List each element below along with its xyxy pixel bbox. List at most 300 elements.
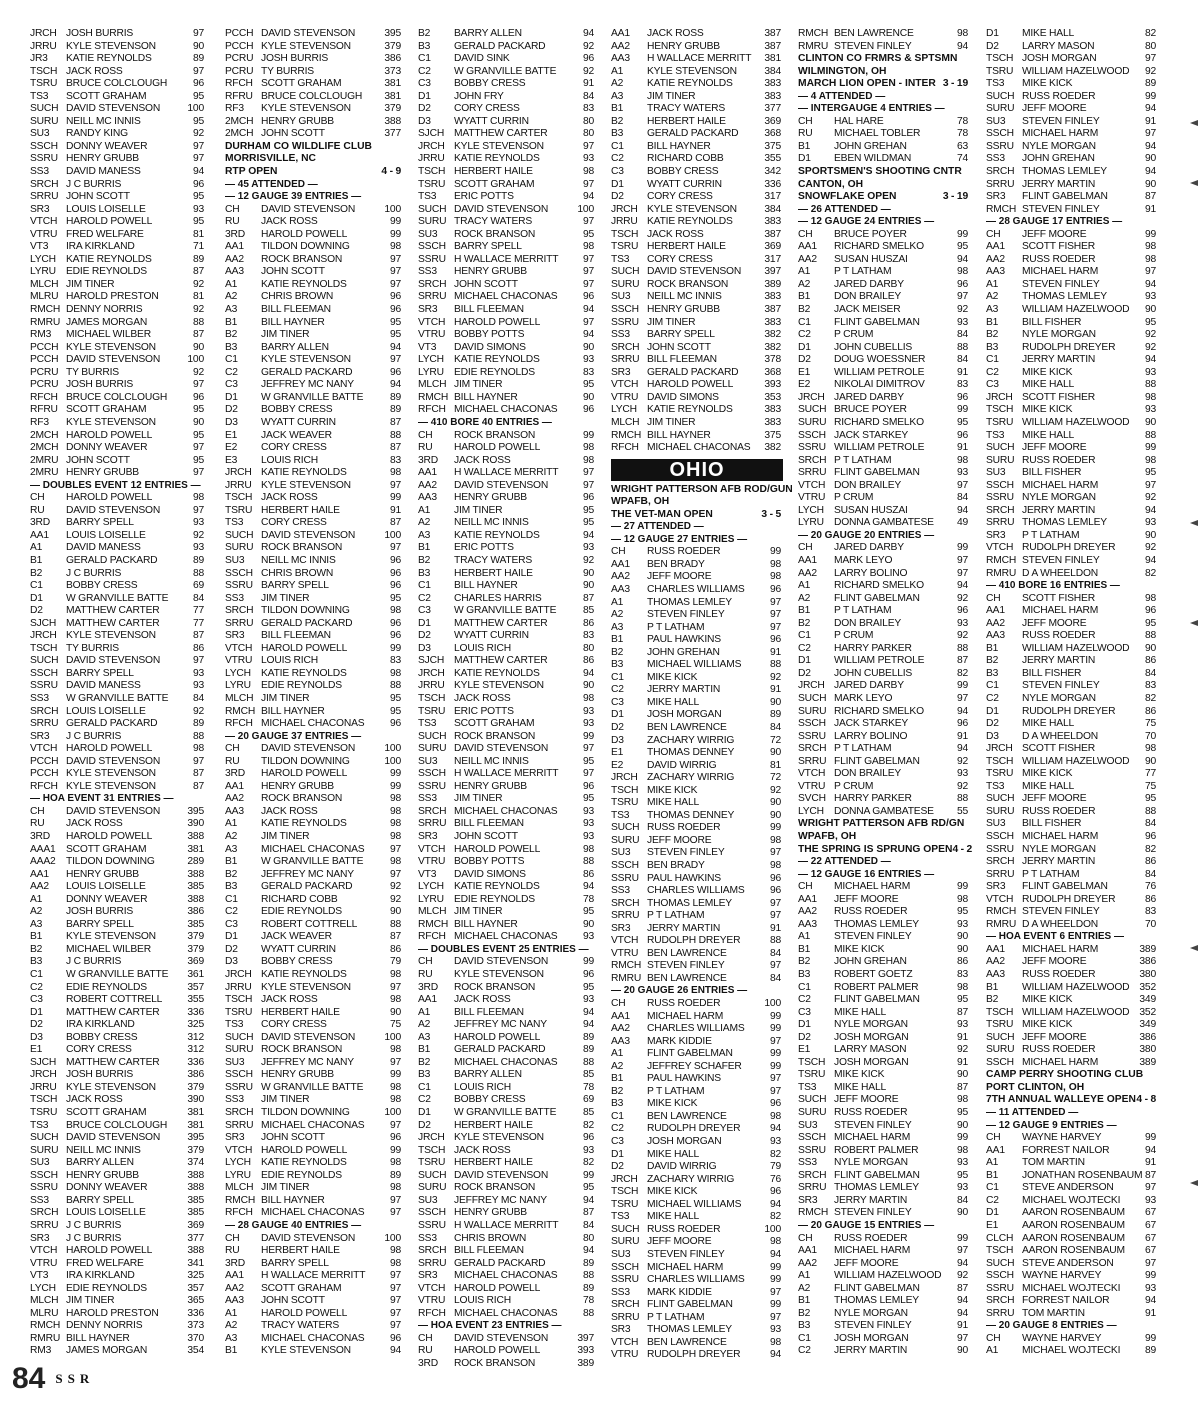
class-code: PCRU <box>225 65 254 77</box>
class-code: LYRU <box>418 366 444 378</box>
result-row <box>418 103 596 116</box>
result-row <box>30 806 206 819</box>
shooter-name: P T LATHAM <box>834 605 892 617</box>
class-code: A1 <box>611 596 624 608</box>
shooter-name: BARRY SPELL <box>647 329 715 341</box>
class-code: RMRU <box>986 918 1017 930</box>
result-row <box>30 1220 206 1233</box>
score: 99 <box>956 680 968 692</box>
score: 91 <box>1144 1157 1156 1169</box>
score: 97 <box>389 1295 401 1307</box>
shooter-name: BILL HAYNER <box>454 918 518 930</box>
event-heading <box>798 204 970 217</box>
result-row <box>798 618 970 631</box>
result-row <box>798 680 970 693</box>
result-row <box>611 898 783 911</box>
class-code: SR3 <box>418 831 438 842</box>
score: 99 <box>389 492 401 504</box>
class-code: C1 <box>418 580 431 592</box>
result-row <box>611 1337 783 1350</box>
class-code: SS3 <box>30 166 49 178</box>
shooter-name: J C BURRIS <box>66 567 122 579</box>
score: 95 <box>192 90 204 102</box>
score: 93 <box>956 1157 968 1169</box>
score: 389 <box>1139 1056 1156 1068</box>
shooter-name: RICHARD SMELKO <box>834 705 924 717</box>
score: 95 <box>389 316 401 328</box>
class-code: SS3 <box>986 153 1005 165</box>
class-code: TSRU <box>30 78 58 90</box>
results-column-6 <box>986 28 1158 1358</box>
score: 100 <box>384 1232 401 1244</box>
class-code: SR3 <box>611 1324 631 1336</box>
result-row <box>225 317 403 330</box>
shooter-name: ROCK BRANSON <box>454 429 536 441</box>
class-code: B1 <box>986 642 999 654</box>
result-row <box>798 1044 970 1057</box>
result-row <box>30 28 206 41</box>
result-row <box>986 919 1158 932</box>
score: 382 <box>764 341 781 353</box>
result-row <box>611 1211 783 1224</box>
result-row <box>986 1308 1158 1321</box>
shooter-name: MICHAEL CHACONAS <box>261 1332 365 1344</box>
result-row <box>30 568 206 581</box>
score: 90 <box>956 1069 968 1081</box>
score: 86 <box>956 956 968 968</box>
class-code: RM3 <box>30 329 52 341</box>
shooter-name: KYLE STEVENSON <box>647 65 737 77</box>
result-row <box>225 881 403 894</box>
club-heading <box>798 831 970 844</box>
class-code: A1 <box>225 1307 238 1319</box>
class-code: SUCH <box>986 1031 1015 1043</box>
score: 78 <box>956 115 968 127</box>
event-heading-text: — 45 ATTENDED — <box>225 178 318 190</box>
score: 99 <box>956 881 968 893</box>
shooter-name: FLINT GABELMAN <box>834 1169 920 1181</box>
score: 99 <box>769 1023 781 1035</box>
result-row <box>418 141 596 154</box>
shooter-name: HAROLD POWELL <box>261 1307 348 1319</box>
class-code: D3 <box>418 115 431 127</box>
score: 72 <box>769 772 781 784</box>
result-row <box>30 680 206 693</box>
score: 379 <box>187 943 204 955</box>
result-row <box>611 379 783 392</box>
class-code: AA2 <box>30 881 49 893</box>
score: 84 <box>1144 667 1156 679</box>
shooter-name: KYLE STEVENSON <box>261 479 351 491</box>
result-row <box>418 342 596 355</box>
class-code: SURU <box>611 834 640 846</box>
class-code: SS3 <box>225 1094 244 1106</box>
class-code: SSRU <box>798 1144 826 1156</box>
score: 93 <box>582 354 594 366</box>
result-row <box>225 781 403 794</box>
shooter-name: LARRY BOLINO <box>834 567 908 579</box>
class-code: 2MCH <box>30 442 59 454</box>
score: 94 <box>956 40 968 52</box>
class-code: VT3 <box>418 341 437 353</box>
shooter-name: JIM TINER <box>454 379 503 391</box>
shooter-name: DON BRAILEY <box>834 617 902 629</box>
score: 95 <box>1144 617 1156 629</box>
class-code: D2 <box>611 191 624 203</box>
shooter-name: JIM TINER <box>647 90 696 102</box>
shooter-name: THOMAS LEMLEY <box>647 1324 732 1336</box>
club-heading-text: WPAFB, OH <box>611 496 670 508</box>
class-code: B3 <box>986 341 999 353</box>
result-row <box>418 204 596 217</box>
result-row <box>225 229 403 242</box>
class-code: D1 <box>225 391 238 403</box>
shooter-name: JOHN SCOTT <box>261 1132 325 1144</box>
result-row <box>986 630 1158 643</box>
event-heading-text: — HOA EVENT 6 ENTRIES — <box>986 931 1124 943</box>
class-code: SU3 <box>798 1119 818 1131</box>
score: 99 <box>1144 1132 1156 1144</box>
score: 86 <box>389 943 401 955</box>
class-code: C1 <box>798 1332 811 1344</box>
result-row <box>418 542 596 555</box>
class-code: SS3 <box>418 793 437 805</box>
score: 98 <box>389 805 401 817</box>
event-heading <box>418 417 596 430</box>
result-row <box>30 1107 206 1120</box>
result-row <box>798 28 970 41</box>
score: 100 <box>384 743 401 755</box>
shooter-name: BRUCE POYER <box>834 404 907 416</box>
result-row <box>30 179 206 192</box>
score: 385 <box>187 881 204 893</box>
shooter-name: RUDOLPH DREYER <box>1022 893 1116 905</box>
score: 90 <box>1144 153 1156 165</box>
score: 349 <box>1139 1019 1156 1031</box>
shooter-name: JERRY MARTIN <box>647 922 721 934</box>
result-row <box>225 655 403 668</box>
result-row <box>418 467 596 480</box>
club-heading-text: THE SPRING IS SPRUNG OPEN <box>798 843 953 855</box>
result-row <box>30 442 206 455</box>
shooter-name: JOHN SCOTT <box>454 831 518 842</box>
score: 98 <box>956 893 968 905</box>
shooter-name: BILL HAYNER <box>261 1194 325 1206</box>
score: 388 <box>187 831 204 842</box>
club-heading-text: 7TH ANNUAL WALLEYE OPEN <box>986 1094 1136 1106</box>
result-row <box>30 1258 206 1271</box>
score: 100 <box>187 103 204 115</box>
class-code: MLCH <box>418 379 447 391</box>
class-code: SRCH <box>986 504 1015 516</box>
class-code: RFCH <box>30 391 58 403</box>
class-code: A2 <box>798 1282 811 1294</box>
class-code: CH <box>225 203 240 215</box>
score: 98 <box>389 667 401 679</box>
result-row <box>418 1120 596 1133</box>
class-code: 3RD <box>418 1357 438 1369</box>
shooter-name: STEVEN FINLEY <box>834 1320 912 1332</box>
result-row <box>798 1082 970 1095</box>
score: 97 <box>1144 53 1156 65</box>
score: 96 <box>582 780 594 792</box>
score: 99 <box>582 956 594 968</box>
result-row <box>418 655 596 668</box>
score: 381 <box>187 1107 204 1119</box>
result-row <box>225 1082 403 1095</box>
class-code: A2 <box>418 517 431 529</box>
class-code: TSRU <box>611 797 639 809</box>
shooter-name: SCOTT GRAHAM <box>66 404 147 416</box>
class-code: RFCH <box>225 718 253 730</box>
result-row <box>611 1098 783 1111</box>
score: 94 <box>582 1194 594 1206</box>
score: 90 <box>1144 529 1156 541</box>
shooter-name: JEFFREY MC NANY <box>454 1019 547 1031</box>
score: 63 <box>956 140 968 152</box>
class-code: C1 <box>225 354 238 366</box>
shooter-name: P T LATHAM <box>1022 529 1080 541</box>
shooter-name: TY BURRIS <box>66 642 119 654</box>
class-code: A1 <box>798 1270 811 1282</box>
shooter-name: WYATT CURRIN <box>454 630 529 642</box>
score: 98 <box>769 1236 781 1248</box>
shooter-name: BARRY ALLEN <box>454 28 522 39</box>
class-code: CH <box>986 228 1001 240</box>
shooter-name: KYLE STEVENSON <box>66 780 156 792</box>
result-row <box>418 1082 596 1095</box>
shooter-name: STEVEN FINLEY <box>647 847 725 859</box>
result-row <box>418 279 596 292</box>
result-row <box>798 956 970 969</box>
result-row <box>225 831 403 844</box>
result-row <box>798 266 970 279</box>
score: 317 <box>764 191 781 203</box>
result-row <box>418 605 596 618</box>
result-row <box>611 885 783 898</box>
shooter-name: DAVID STEVENSON <box>66 354 161 366</box>
score: 86 <box>582 617 594 629</box>
class-code: TSRU <box>611 1198 639 1210</box>
class-code: C3 <box>611 166 624 178</box>
shooter-name: DAVID STEVENSON <box>261 1232 356 1244</box>
shooter-name: RUDOLPH DREYER <box>1022 542 1116 554</box>
score: 95 <box>956 906 968 918</box>
shooter-name: MICHAEL WILBER <box>66 943 151 955</box>
result-row <box>798 1320 970 1333</box>
class-code: A2 <box>798 278 811 290</box>
score: 97 <box>389 868 401 880</box>
event-heading-text: — 26 ATTENDED — <box>798 203 891 215</box>
class-code: AA1 <box>611 1010 630 1022</box>
shooter-name: MIKE KICK <box>647 671 698 683</box>
score: 87 <box>956 1282 968 1294</box>
result-row <box>798 241 970 254</box>
score: 87 <box>192 780 204 792</box>
shooter-name: HAROLD POWELL <box>261 1144 348 1156</box>
results-column-5 <box>798 28 973 1358</box>
result-row <box>225 919 403 932</box>
class-code: SSRU <box>611 316 639 328</box>
score: 89 <box>389 404 401 416</box>
shooter-name: STEVEN FINLEY <box>1022 115 1100 127</box>
class-code: SU3 <box>418 1194 438 1206</box>
shooter-name: HENRY GRUBB <box>66 868 139 880</box>
result-row <box>611 1186 783 1199</box>
result-row <box>798 116 970 129</box>
score: 99 <box>1144 90 1156 102</box>
score: 97 <box>389 1194 401 1206</box>
shooter-name: HAROLD POWELL <box>66 429 153 441</box>
result-row <box>418 53 596 66</box>
result-row <box>798 793 970 806</box>
result-row <box>418 530 596 543</box>
score: 88 <box>389 680 401 692</box>
class-code: AA1 <box>418 994 437 1006</box>
score: 92 <box>1144 492 1156 504</box>
result-row <box>418 718 596 731</box>
score: 88 <box>956 341 968 353</box>
score: 96 <box>389 291 401 303</box>
class-code: RU <box>225 216 240 228</box>
class-code: C1 <box>30 580 43 592</box>
result-row <box>986 141 1158 154</box>
shooter-name: JOHN SCOTT <box>261 1295 325 1307</box>
score: 96 <box>956 391 968 403</box>
score: 389 <box>577 1357 594 1369</box>
score: 336 <box>764 178 781 190</box>
class-code: 2MCH <box>30 429 59 441</box>
class-code: E1 <box>798 1044 811 1056</box>
result-row <box>611 1123 783 1136</box>
result-row <box>30 1032 206 1045</box>
score: 98 <box>956 28 968 39</box>
class-code: TSRU <box>611 241 639 253</box>
shooter-name: NYLE MORGAN <box>1022 140 1096 152</box>
score: 94 <box>956 1307 968 1319</box>
score: 341 <box>187 1257 204 1269</box>
class-code: SS3 <box>30 692 49 704</box>
class-code: RFCH <box>418 404 446 416</box>
shooter-name: MICHAEL HARM <box>1022 266 1099 278</box>
score: 94 <box>582 28 594 39</box>
score: 100 <box>384 755 401 767</box>
shooter-name: FLINT GABELMAN <box>834 994 920 1006</box>
class-code: 3RD <box>418 981 438 993</box>
shooter-name: SUSAN HUSZAI <box>834 253 908 265</box>
score: 312 <box>187 1031 204 1043</box>
score: 97 <box>956 1332 968 1344</box>
shooter-name: BARRY ALLEN <box>261 341 329 353</box>
result-row <box>30 1132 206 1145</box>
shooter-name: JACK ROSS <box>647 228 704 240</box>
class-code: AA2 <box>225 793 244 805</box>
class-code: SURU <box>30 115 59 127</box>
result-row <box>30 1233 206 1246</box>
shooter-name: SCOTT GRAHAM <box>261 78 342 90</box>
shooter-name: MARK KIDDIE <box>647 1286 712 1298</box>
class-code: VTCH <box>418 1282 446 1294</box>
result-row <box>30 718 206 731</box>
class-code: RFRU <box>30 404 58 416</box>
shooter-name: BOBBY CRESS <box>66 1031 138 1043</box>
score: 85 <box>582 1069 594 1081</box>
class-code: E1 <box>30 1044 43 1056</box>
result-row <box>418 844 596 857</box>
result-row <box>611 417 783 430</box>
score: 98 <box>389 241 401 253</box>
class-code: SSRU <box>986 843 1014 855</box>
class-code: A1 <box>30 542 43 554</box>
class-code: VTRU <box>611 947 639 959</box>
score: 98 <box>769 571 781 583</box>
result-row <box>225 78 403 91</box>
result-row <box>30 743 206 756</box>
shooter-name: STEVEN FINLEY <box>1022 680 1100 692</box>
score: 97 <box>1144 266 1156 278</box>
result-row <box>30 53 206 66</box>
result-row <box>418 643 596 656</box>
result-row <box>611 584 783 597</box>
result-row <box>30 379 206 392</box>
shooter-name: JIM TINER <box>261 1094 310 1106</box>
score: 86 <box>582 868 594 880</box>
result-row <box>986 392 1158 405</box>
score: 96 <box>956 429 968 441</box>
shooter-name: SCOTT GRAHAM <box>66 90 147 102</box>
score: 87 <box>956 1006 968 1018</box>
result-row <box>986 944 1158 957</box>
shooter-name: GERALD PACKARD <box>261 881 353 893</box>
score: 83 <box>1144 906 1156 918</box>
score: 386 <box>187 1069 204 1081</box>
class-code: B2 <box>225 868 238 880</box>
shooter-name: MATTHEW CARTER <box>66 1006 160 1018</box>
shooter-name: PAUL HAWKINS <box>647 1073 721 1085</box>
club-heading-text: SNOWFLAKE OPEN <box>798 191 897 203</box>
class-code: SUCH <box>798 404 827 416</box>
score: 67 <box>1144 1245 1156 1257</box>
score: 84 <box>769 947 781 959</box>
result-row <box>30 317 206 330</box>
class-code: AA2 <box>798 253 817 265</box>
result-row <box>798 706 970 719</box>
class-code: AA2 <box>798 1257 817 1269</box>
result-row <box>798 731 970 744</box>
class-code: SSRU <box>418 780 446 792</box>
result-row <box>986 605 1158 618</box>
class-code: SS3 <box>611 885 630 897</box>
shooter-name: KYLE STEVENSON <box>261 40 351 52</box>
class-code: D1 <box>798 341 811 353</box>
shooter-name: CORY CRESS <box>647 191 713 203</box>
score: 97 <box>582 253 594 265</box>
result-row <box>225 856 403 869</box>
class-code: TSRU <box>798 1069 826 1081</box>
result-row <box>986 1032 1158 1045</box>
shooter-name: MICHAEL WILLIAMS <box>647 1198 742 1210</box>
result-row <box>418 91 596 104</box>
class-code: TS3 <box>611 1211 630 1223</box>
score: 97 <box>769 609 781 621</box>
result-row <box>611 1174 783 1187</box>
result-row <box>30 580 206 593</box>
score: 99 <box>769 1010 781 1022</box>
score: 88 <box>389 429 401 441</box>
score: 92 <box>956 630 968 642</box>
class-code: TS3 <box>30 1119 49 1131</box>
result-row <box>418 404 596 417</box>
